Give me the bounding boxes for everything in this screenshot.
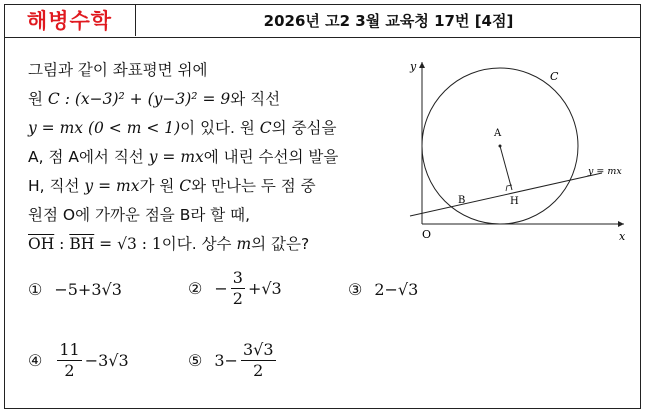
choice-5-denominator: 2 [253, 361, 264, 380]
perpendicular-ah [500, 146, 512, 190]
question-line-3 [28, 114, 408, 143]
question-line-6 [28, 201, 408, 230]
y-axis-arrow-icon [419, 62, 425, 68]
choice-2-prefix: − [214, 279, 228, 298]
question-line-5 [28, 172, 408, 201]
y-axis-label: y [410, 60, 417, 73]
choice-5-numerator: 3√3 [242, 340, 274, 359]
choice-5-fraction [241, 340, 276, 381]
question-line-4 [28, 143, 408, 172]
center-label: A [494, 128, 502, 139]
x-axis-label: x [619, 230, 626, 242]
choice-2-numerator: 3 [232, 268, 243, 287]
choice-2[interactable] [188, 268, 282, 309]
question-line-7 [28, 230, 408, 259]
text-exists: 이 있다. 원 [180, 119, 255, 137]
choice-2-number: ② [188, 279, 203, 298]
segment-oh: $\overline{OH}$ [28, 235, 55, 253]
text-constant: 이다. 상수 [161, 235, 232, 253]
text-circle-word: 원 [28, 90, 43, 108]
choice-3-number: ③ [348, 280, 363, 299]
foot-label: H [510, 196, 519, 207]
line-equation: y = mx (0 < m < 1) [28, 119, 181, 137]
text-perpendicular: 에 내린 수선의 발을 [203, 148, 339, 166]
exam-title: 2026년 고2 3월 교육청 17번 [4점] [263, 11, 514, 30]
text-value-question: 의 값은? [251, 235, 310, 253]
choice-5[interactable] [188, 340, 279, 381]
circle-equation: C : (x−3)² + (y−3)² = 9 [47, 90, 231, 108]
question-line-1 [28, 56, 408, 85]
text-two-points: 와 만나는 두 점 중 [191, 177, 316, 195]
choice-4-numerator: 11 [59, 340, 80, 359]
variable-m: m [236, 235, 252, 253]
text-circle: 가 원 [139, 177, 175, 195]
text-h-line: H, 직선 [28, 177, 80, 195]
circle-symbol: C [259, 119, 272, 137]
question-line-1-text: 그림과 같이 좌표평면 위에 [28, 61, 208, 79]
choice-4-number: ④ [28, 351, 43, 370]
x-axis-arrow-icon [618, 221, 624, 227]
choice-5-number: ⑤ [188, 351, 203, 370]
segment-bh: $\overline{BH}$ [69, 235, 95, 253]
coordinate-figure [402, 54, 632, 242]
choice-2-denominator: 2 [232, 289, 243, 308]
origin-label: O [422, 228, 432, 241]
ratio-value: = √3 : 1 [94, 235, 162, 253]
header-bar [4, 4, 641, 38]
circle-symbol: C [179, 177, 192, 195]
choice-4-suffix: −3√3 [84, 351, 129, 370]
question-line-6-text: 원점 O에 가까운 점을 B라 할 때, [28, 206, 251, 224]
choice-2-fraction [231, 268, 245, 309]
choice-4[interactable] [28, 340, 129, 381]
text-center: 의 중심을 [271, 119, 337, 137]
choice-1[interactable] [28, 280, 122, 299]
intersection-label: B [458, 195, 466, 206]
choice-3[interactable] [348, 280, 418, 299]
ratio-colon: : [54, 235, 70, 253]
line-symbol: y = mx [84, 177, 140, 195]
question-text [28, 56, 408, 259]
brand-title: 해병수학 [4, 4, 136, 36]
choice-3-value: 2−√3 [374, 280, 419, 299]
text-and-line: 와 직선 [230, 90, 281, 108]
choice-4-denominator: 2 [64, 361, 75, 380]
choice-1-number: ① [28, 280, 43, 299]
question-line-2 [28, 85, 408, 114]
choice-4-fraction [57, 340, 81, 381]
choice-1-value: −5+3√3 [54, 280, 122, 299]
point-a [499, 145, 502, 148]
choice-2-suffix: +√3 [247, 279, 282, 298]
choice-5-prefix: 3− [214, 351, 238, 370]
line-symbol: y = mx [148, 148, 204, 166]
circle-label: C [550, 70, 559, 83]
line-label: y = mx [588, 166, 622, 177]
text-point-a: A, 점 A에서 직선 [28, 148, 144, 166]
